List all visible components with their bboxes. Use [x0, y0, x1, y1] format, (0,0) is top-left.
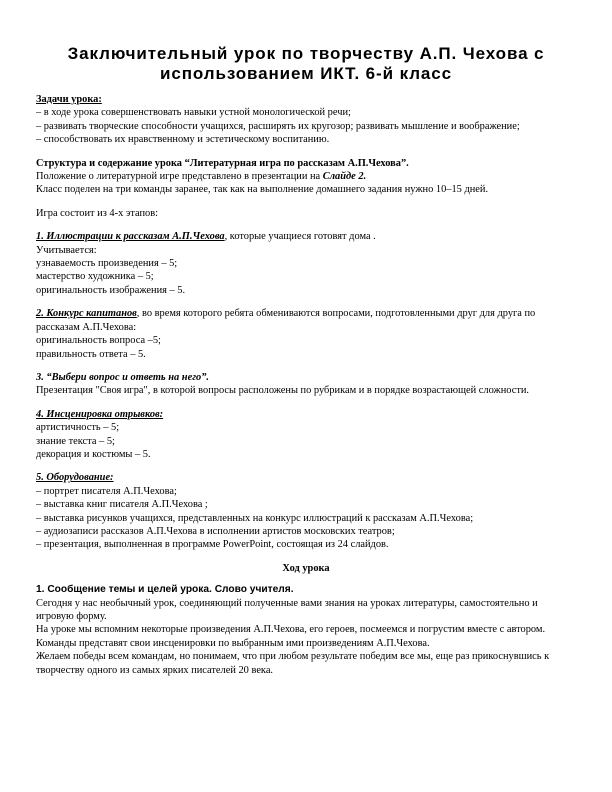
tasks-section: [36, 93, 576, 147]
stage-4-heading: 4. Инсценировка отрывков:: [36, 408, 164, 420]
stage-1: [36, 230, 576, 297]
stage-3: [36, 371, 576, 398]
tasks-item: – в ходе урока совершенствовать навыки устной монологической речи;: [36, 107, 351, 119]
tasks-item: – способствовать их нравственному и эстетическому воспитанию.: [36, 134, 330, 146]
structure-slide-ref: Слайде 2.: [322, 171, 367, 183]
equipment-item: – портрет писателя А.П.Чехова;: [36, 485, 177, 497]
equipment-item: – выставка рисунков учащихся, представленных на конкурс иллюстраций к рассказам А.П.Чехова;: [36, 512, 474, 524]
stage-2-item: правильность ответа – 5.: [36, 348, 146, 360]
course-section: [36, 562, 576, 677]
course-paragraph: На уроке мы вспомним некоторые произведения А.П.Чехова, его героев, посмеемся и погрустим вместе с автором.: [36, 624, 546, 636]
course-paragraph: Команды представят свои инсценировки по выбранным ими произведениям А.П.Чехова.: [36, 637, 430, 649]
equipment-heading: 5. Оборудование:: [36, 472, 114, 484]
stage-1-item: узнаваемость произведения – 5;: [36, 258, 178, 270]
tasks-heading: Задачи урока:: [36, 94, 102, 105]
stage-2-heading: 2. Конкурс капитанов: [36, 308, 137, 320]
stages-intro: [36, 207, 576, 220]
stage-2-heading-line: [36, 307, 576, 334]
stage-4-item: знание текста – 5;: [36, 435, 115, 447]
stage-1-heading-rest: , которые учащиеся готовят дома .: [224, 231, 376, 243]
stage-1-item: Учитывается:: [36, 244, 97, 256]
stage-4-item: декорация и костюмы – 5.: [36, 448, 151, 460]
structure-heading: Структура и содержание урока “Литературная игра по рассказам А.П.Чехова”.: [36, 157, 409, 169]
course-sub-heading: 1. Сообщение темы и целей урока. Слово учителя.: [36, 584, 294, 596]
course-heading: Ход урока: [282, 562, 330, 574]
stages-intro-text: Игра состоит из 4-х этапов:: [36, 207, 159, 219]
stage-1-item: оригинальность изображения – 5.: [36, 284, 186, 296]
stage-4: [36, 408, 576, 462]
stage-1-item: мастерство художника – 5;: [36, 271, 154, 283]
stage-2-item: оригинальность вопроса –5;: [36, 335, 161, 347]
equipment-item: – презентация, выполненная в программе PowerPoint, состоящая из 24 слайдов.: [36, 539, 389, 551]
tasks-item: – развивать творческие способности учащихся, расширять их кругозор; развивать мышление и воображение;: [36, 120, 520, 132]
course-paragraph: Сегодня у нас необычный урок, соединяющий полученные вами знания на уроках литературы, самостоятельно и игровую форму.: [36, 597, 538, 622]
structure-section: [36, 157, 576, 197]
stage-2-heading-rest: , во время которого ребята обмениваются вопросами, подготовленными друг для друга по рассказам А.П.Чехова:: [36, 308, 536, 333]
stage-1-heading: 1. Иллюстрации к рассказам А.П.Чехова: [36, 231, 225, 243]
equipment-item: – выставка книг писателя А.П.Чехова ;: [36, 499, 208, 511]
structure-line: [36, 170, 576, 183]
structure-line-text: Положение о литературной игре представлено в презентации на: [36, 171, 323, 183]
equipment-section: [36, 471, 576, 551]
page-title: Заключительный урок по творчеству А.П. Чехова с использованием ИКТ. 6-й класс: [67, 44, 545, 83]
stage-3-text: Презентация "Своя игра", в которой вопросы расположены по рубрикам и в порядке возрастающей сложности.: [36, 385, 530, 397]
stage-4-item: артистичность – 5;: [36, 422, 120, 434]
structure-line: Класс поделен на три команды заранее, так как на выполнение домашнего задания нужно 10–15 дней.: [36, 184, 489, 196]
stage-1-heading-line: [36, 230, 576, 243]
course-paragraph: Желаем победы всем командам, но понимаем, что при любом результате победим все мы, еще раз прикоснувшись к творчеству одного из самых ярких писателей 20 века.: [36, 651, 550, 676]
stage-3-heading: 3. “Выбери вопрос и ответь на него”.: [36, 371, 210, 383]
equipment-item: – аудиозаписи рассказов А.П.Чехова в исполнении артистов московских театров;: [36, 525, 395, 537]
stage-2: [36, 307, 576, 361]
